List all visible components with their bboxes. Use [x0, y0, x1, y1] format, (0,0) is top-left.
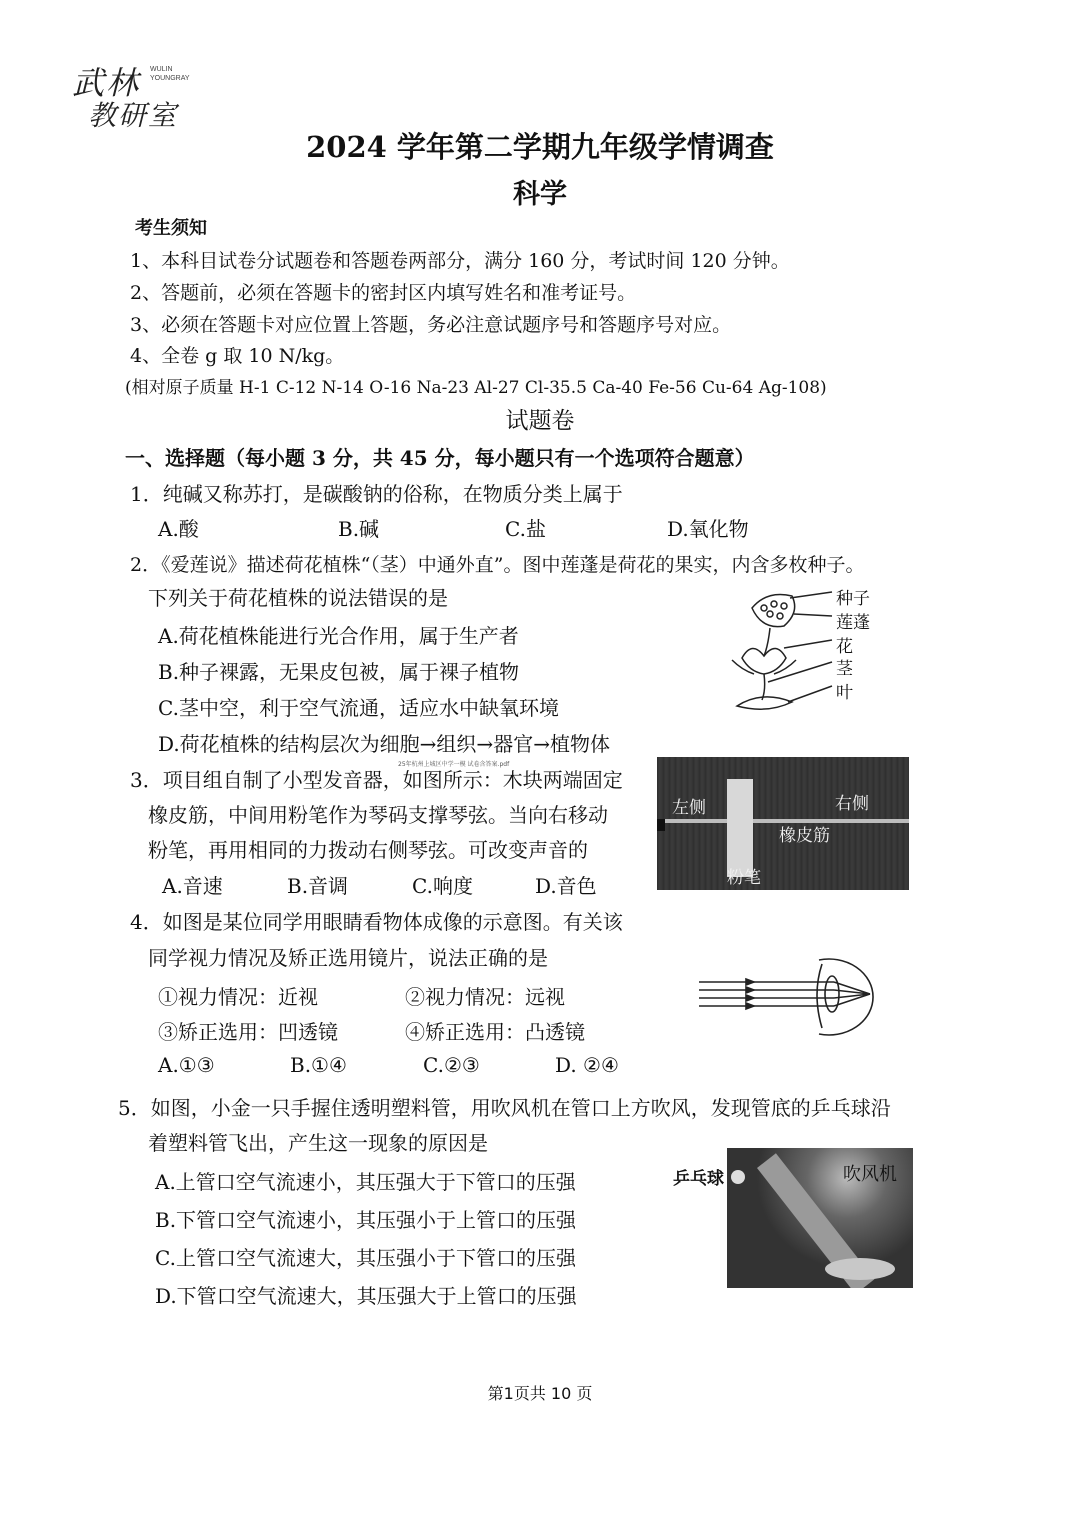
section-title: 试题卷: [505, 408, 575, 434]
q3-stem-3: 粉笔，再用相同的力拨动右侧琴弦。可改变声音的: [148, 838, 588, 862]
q1-stem: 1．纯碱又称苏打，是碳酸钠的俗称，在物质分类上属于: [130, 482, 623, 506]
q2-option-c: C.茎中空，利于空气流通，适应水中缺氧环境: [158, 696, 559, 720]
photo-label-hairdryer: 吹风机: [843, 1164, 897, 1185]
q4-choice-3: ③矫正选用：凹透镜: [158, 1020, 338, 1044]
logo-en-1: WULIN: [150, 66, 173, 73]
subject-title: 科学: [513, 179, 567, 210]
q4-option-d: D. ②④: [555, 1053, 619, 1077]
photo-label-left: 左侧: [672, 798, 706, 818]
notice-item-3: 3、必须在答题卡对应位置上答题，务必注意试题序号和答题序号对应。: [130, 314, 732, 336]
logo-en-2: YOUNGRAY: [150, 75, 190, 82]
q4-option-b: B.①④: [290, 1053, 347, 1077]
logo-text-2: 教研室: [88, 99, 179, 132]
eye-diagram: [694, 952, 904, 1042]
lotus-label-seed: 种子: [836, 589, 870, 609]
lotus-label-leaf: 叶: [836, 683, 853, 703]
q3-option-a: A.音速: [162, 874, 223, 898]
atomic-masses: (相对原子质量 H-1 C-12 N-14 O-16 Na-23 Al-27 Cl-35.5 Ca-40 Fe-56 Cu-64 Ag-108): [125, 378, 827, 398]
hairdryer-photo: [727, 1148, 913, 1288]
lotus-label-pod: 莲蓬: [836, 613, 870, 633]
q4-option-a: A.①③: [158, 1053, 215, 1077]
q3-option-b: B.音调: [287, 874, 349, 898]
q2-option-d: D.荷花植株的结构层次为细胞→组织→器官→植物体: [158, 732, 610, 756]
q2-stem-1: 2．《爱莲说》描述荷花植株“（茎）中通外直”。图中莲蓬是荷花的果实，内含多枚种子。: [130, 554, 865, 576]
q1-option-d: D.氧化物: [667, 517, 749, 541]
q1-option-c: C.盐: [505, 517, 546, 541]
q1-option-b: B.碱: [338, 517, 380, 541]
notice-item-4: 4、全卷 g 取 10 N/kg。: [130, 345, 345, 367]
q4-choice-2: ②视力情况：远视: [405, 985, 565, 1009]
q2-option-b: B.种子裸露，无果皮包被，属于裸子植物: [158, 660, 520, 684]
notice-item-2: 2、答题前，必须在答题卡的密封区内填写姓名和准考证号。: [130, 282, 637, 304]
photo-label-band: 橡皮筋: [779, 826, 830, 846]
q5-option-b: B.下管口空气流速小，其压强小于上管口的压强: [155, 1208, 577, 1232]
q5-option-d: D.下管口空气流速大，其压强大于上管口的压强: [155, 1284, 577, 1308]
page-title: 2024 学年第二学期九年级学情调查: [306, 130, 774, 164]
q4-choice-1: ①视力情况：近视: [158, 985, 318, 1009]
q2-option-a: A.荷花植株能进行光合作用，属于生产者: [158, 624, 519, 648]
q3-stem-1: 3．项目组自制了小型发音器，如图所示：木块两端固定: [130, 768, 623, 792]
notice-item-1: 1、本科目试卷分试题卷和答题卷两部分，满分 160 分，考试时间 120 分钟。: [130, 250, 790, 272]
q3-option-c: C.响度: [412, 874, 473, 898]
q4-stem-2: 同学视力情况及矫正选用镜片，说法正确的是: [148, 946, 548, 970]
photo-label-chalk: 粉笔: [727, 868, 761, 888]
photo-label-right: 右侧: [835, 794, 869, 814]
q5-stem-2: 着塑料管飞出，产生这一现象的原因是: [148, 1131, 488, 1155]
q5-option-c: C.上管口空气流速大，其压强小于下管口的压强: [155, 1246, 576, 1270]
lotus-label-stem: 茎: [836, 659, 853, 679]
watermark: 25年杭州上城区中学一模 试卷含答案.pdf: [398, 761, 510, 768]
q5-option-a: A.上管口空气流速小，其压强大于下管口的压强: [155, 1170, 576, 1194]
q2-stem-2: 下列关于荷花植株的说法错误的是: [148, 586, 448, 610]
photo-label-pingpong: 乒乓球: [673, 1169, 724, 1189]
notice-heading: 考生须知: [135, 218, 207, 239]
logo: [70, 58, 200, 133]
q1-option-a: A.酸: [158, 517, 199, 541]
q3-stem-2: 橡皮筋，中间用粉笔作为琴码支撑琴弦。当向右移动: [148, 803, 608, 827]
lotus-label-flower: 花: [836, 637, 853, 657]
q4-choice-4: ④矫正选用：凸透镜: [405, 1020, 585, 1044]
instrument-photo: [657, 757, 909, 890]
page-number: 第1页共 10 页: [487, 1384, 593, 1403]
q3-option-d: D.音色: [535, 874, 597, 898]
logo-text-1: 武林: [72, 64, 141, 102]
q4-option-c: C.②③: [423, 1053, 480, 1077]
part-one-heading: 一、选择题（每小题 3 分，共 45 分，每小题只有一个选项符合题意）: [125, 446, 755, 470]
q4-stem-1: 4．如图是某位同学用眼睛看物体成像的示意图。有关该: [130, 910, 623, 934]
q5-stem-1: 5．如图，小金一只手握住透明塑料管，用吹风机在管口上方吹风，发现管底的乒乓球沿: [118, 1096, 891, 1120]
